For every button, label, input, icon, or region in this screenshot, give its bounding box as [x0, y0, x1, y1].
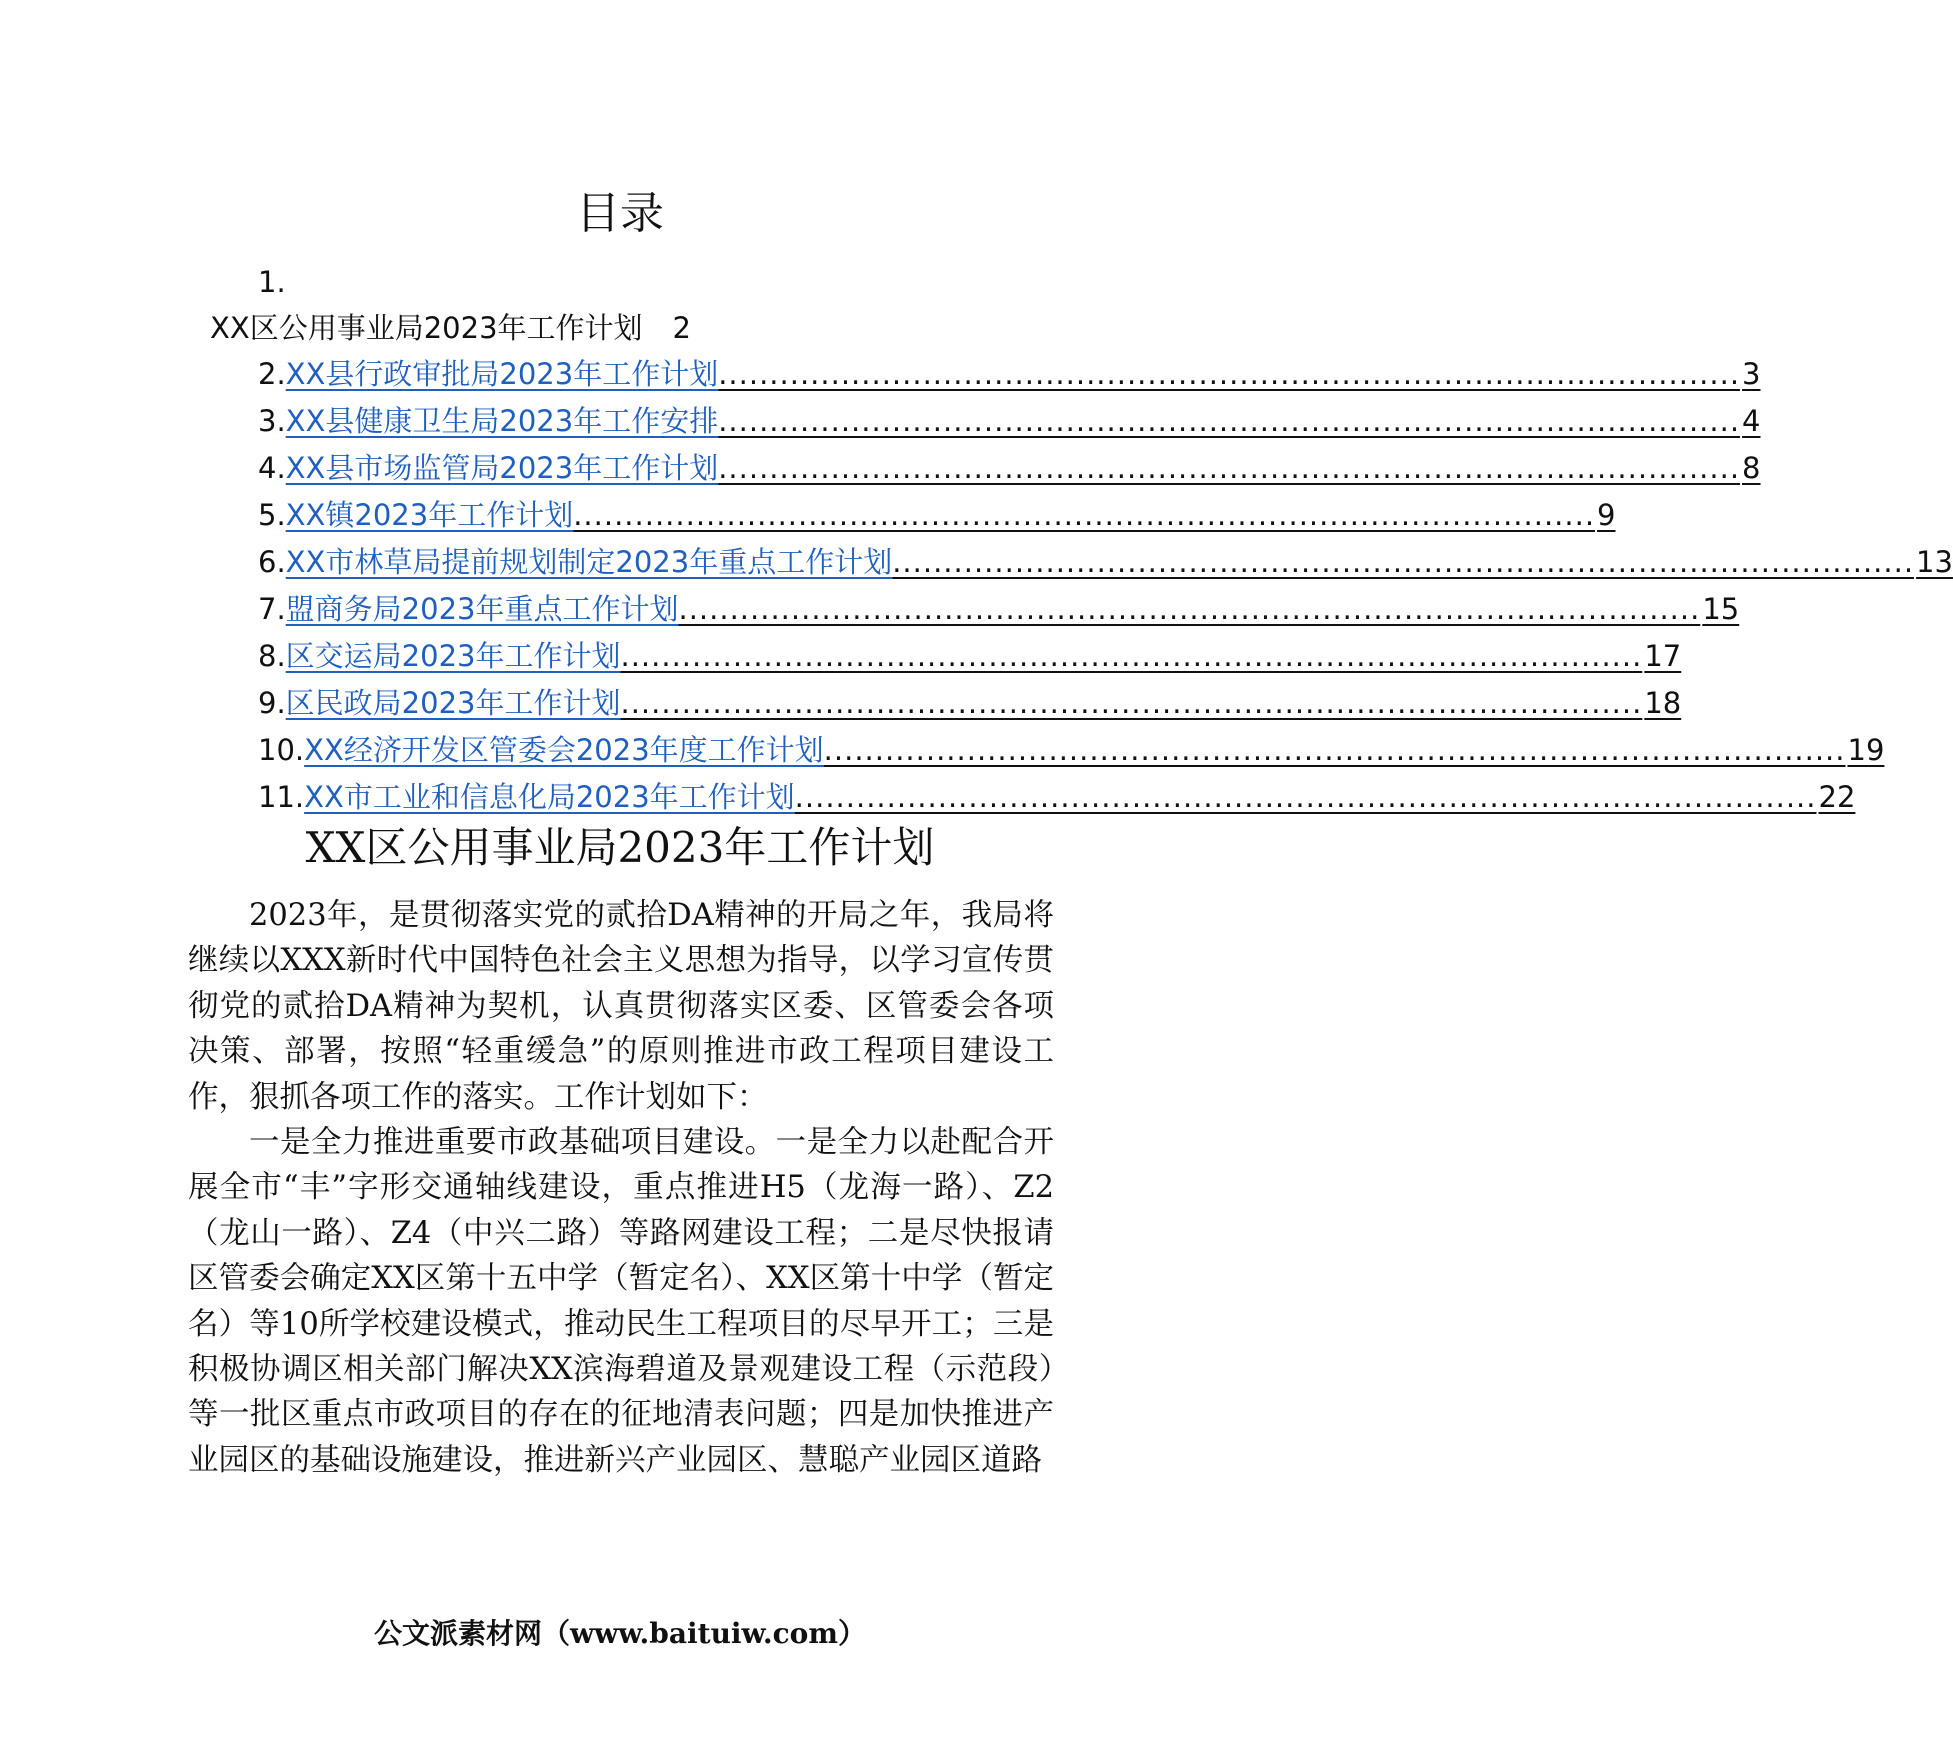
toc-leader-dots: ....................................................................................................: [620, 686, 1643, 720]
toc-entry-link[interactable]: XX县健康卫生局2023年工作安排: [285, 404, 719, 438]
toc-entry-page: 8: [1742, 451, 1761, 485]
toc-entry-link[interactable]: 区民政局2023年工作计划: [285, 686, 621, 720]
toc-entry[interactable]: [258, 354, 1761, 401]
toc-entry-link[interactable]: XX县市场监管局2023年工作计划: [285, 451, 719, 485]
toc-entry-link[interactable]: 区交运局2023年工作计划: [285, 639, 621, 673]
toc-list: [258, 354, 1953, 824]
toc-entry[interactable]: [258, 777, 1856, 824]
toc-entry-number: 9.: [258, 686, 286, 720]
toc-entry-number: 7.: [258, 592, 286, 626]
toc-leader-dots: ....................................................................................................: [573, 498, 1596, 532]
toc-leader-dots: ....................................................................................................: [892, 545, 1915, 579]
toc-entry-number: 3.: [258, 404, 286, 438]
toc-entry-page: 4: [1742, 404, 1761, 438]
toc-entry-number: 2.: [258, 357, 286, 391]
toc-entry[interactable]: [258, 683, 1682, 730]
toc-entry-link[interactable]: XX经济开发区管委会2023年度工作计划: [304, 733, 824, 767]
document-body: [188, 893, 1054, 1483]
toc-entry[interactable]: [258, 448, 1761, 495]
toc-leader-dots: ....................................................................................................: [794, 780, 1817, 814]
toc-entry-page: 19: [1847, 733, 1885, 767]
toc-leader-dots: ....................................................................................................: [718, 451, 1741, 485]
toc-entry-link[interactable]: 盟商务局2023年重点工作计划: [285, 592, 679, 626]
toc-entry[interactable]: [258, 730, 1885, 777]
toc-entry-page: 3: [1742, 357, 1761, 391]
body-paragraph: 2023年，是贯彻落实党的贰拾DA精神的开局之年，我局将继续以XXX新时代中国特色社会主义思想为指导，以学习宣传贯彻党的贰拾DA精神为契机，认真贯彻落实区委、区管委会各项决策、部署，按照“轻重缓急”的原则推进市政工程项目建设工作，狠抓各项工作的落实。工作计划如下：: [188, 898, 1054, 1115]
toc-entry-page: 18: [1644, 686, 1682, 720]
toc-entry[interactable]: [258, 589, 1740, 636]
toc-entry-1-page: 2: [672, 311, 691, 345]
toc-entry-1-label[interactable]: XX区公用事业局2023年工作计划: [210, 311, 643, 345]
toc-entry-link[interactable]: XX市工业和信息化局2023年工作计划: [304, 780, 795, 814]
toc-leader-dots: ....................................................................................................: [823, 733, 1846, 767]
toc-leader-dots: ....................................................................................................: [718, 357, 1741, 391]
toc-entry-page: 9: [1597, 498, 1616, 532]
toc-entry-1-number: 1.: [258, 265, 286, 299]
body-paragraph: 一是全力推进重要市政基础项目建设。一是全力以赴配合开展全市“丰”字形交通轴线建设，重点推进H5（龙海一路）、Z2（龙山一路）、Z4（中兴二路）等路网建设工程；二是尽快报请区管委会确定XX区第十五中学（暂定名）、XX区第十中学（暂定名）等10所学校建设模式，推动民生工程项目的尽早开工；三是积极协调区相关部门解决XX滨海碧道及景观建设工程（示范段）等一批区重点市政项目的存在的征地清表问题；四是加快推进产业园区的基础设施建设，推进新兴产业园区、慧聪产业园区道路: [188, 1125, 1054, 1478]
toc-entry-1[interactable]: [210, 308, 691, 348]
toc-leader-dots: ....................................................................................................: [678, 592, 1701, 626]
toc-entry-page: 15: [1702, 592, 1740, 626]
toc-entry[interactable]: [258, 636, 1682, 683]
toc-leader-dots: ....................................................................................................: [620, 639, 1643, 673]
toc-entry-link[interactable]: XX市林草局提前规划制定2023年重点工作计划: [285, 545, 893, 579]
toc-entry-number: 10.: [258, 733, 305, 767]
toc-entry-number: 6.: [258, 545, 286, 579]
toc-leader-dots: ....................................................................................................: [718, 404, 1741, 438]
toc-entry-page: 17: [1644, 639, 1682, 673]
toc-entry-link[interactable]: XX县行政审批局2023年工作计划: [285, 357, 719, 391]
toc-entry-number: 5.: [258, 498, 286, 532]
toc-entry-number: 8.: [258, 639, 286, 673]
toc-entry-page: 22: [1818, 780, 1856, 814]
toc-entry[interactable]: [258, 401, 1761, 448]
toc-entry-number: 11.: [258, 780, 305, 814]
document-title: XX区公用事业局2023年工作计划: [305, 823, 935, 872]
toc-entry-link[interactable]: XX镇2023年工作计划: [285, 498, 574, 532]
toc-title: 目录: [576, 188, 664, 239]
toc-entry[interactable]: [258, 542, 1953, 589]
toc-entry[interactable]: [258, 495, 1616, 542]
toc-entry-page: 13: [1916, 545, 1953, 579]
footer-source: 公文派素材网（www.baituiw.com）: [374, 1617, 866, 1650]
toc-entry-number: 4.: [258, 451, 286, 485]
